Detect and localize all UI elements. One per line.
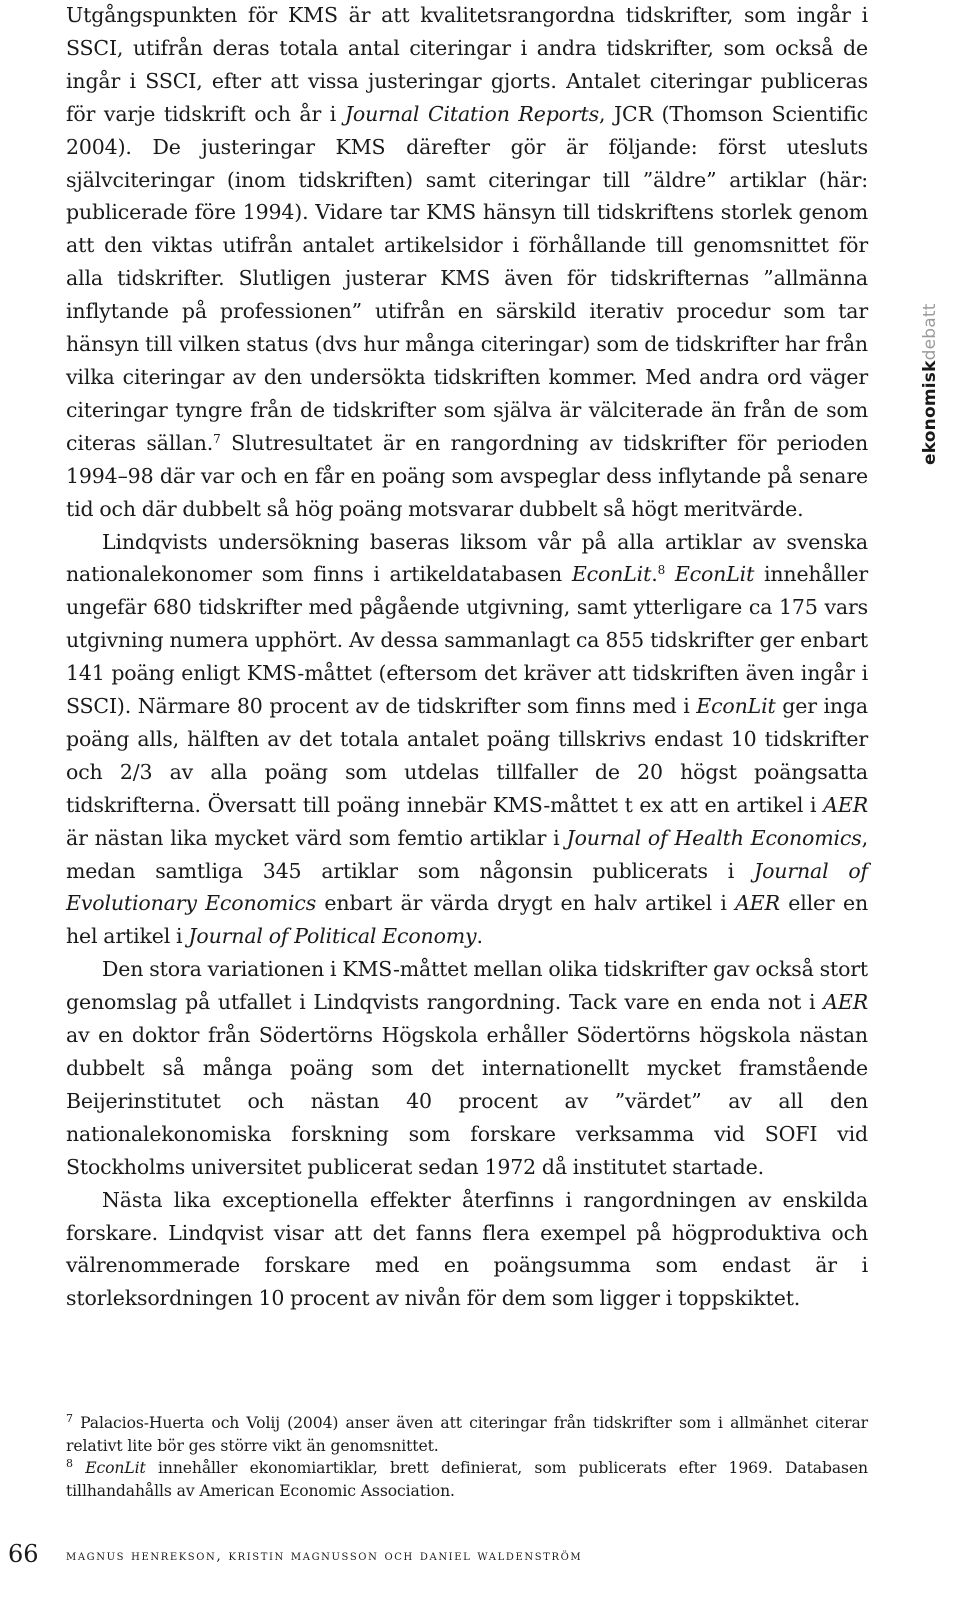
- text-run: Nästa lika exceptionella effekter återfinns i rangordningen av enskilda forskare. Lindqvist visar att det fanns flera exempel på högproduktiva och välrenommerade forskare med en poängsumma som endast är i storleksordningen 10 procent av nivån för dem som ligger i toppskiktet.: [66, 1187, 868, 1311]
- italic-title: EconLit: [674, 562, 755, 587]
- text-run: av en doktor från Södertörns Högskola erhåller Södertörns högskola nästan dubbelt så många poäng som det internationellt mycket framstående Beijerinstitutet och nästan 40 procent av ”värdet” av all den nationalekonomiska forskning som forskare verksamma vid SOFI vid Stockholms universitet publicerat sedan 1972 då institutet startade.: [66, 1023, 868, 1179]
- footnote-ref: 7: [66, 1412, 73, 1425]
- text-run: ger inga poäng alls, hälften av det totala antalet poäng tillskrivs endast 10 tidskrifter och 2/3 av alla poäng som utdelas tillfaller de 20 högst poängsatta tidskrifterna. Översatt till poäng innebär KMS-måttet t ex att en artikel i: [66, 694, 869, 817]
- text-run: [73, 1459, 85, 1477]
- footnote-ref: 7: [213, 431, 221, 446]
- running-footer-authors: magnus henrekson, kristin magnusson och daniel waldenström: [66, 1548, 583, 1564]
- side-label-debatt: debatt: [920, 303, 940, 361]
- footnote-7: [66, 1412, 868, 1457]
- footnote-ref: 8: [66, 1457, 73, 1470]
- text-run: innehåller ungefär 680 tidskrifter med pågående utgivning, samt ytterligare ca 175 vars utgivning numera upphört. Av dessa sammanlagt ca 855 tidskrifter ger enbart 141 poäng enligt KMS-måttet (eftersom det kräver att tidskriften även ingår i SSCI). Närmare 80 procent av de tidskrifter som finns med i: [66, 562, 869, 719]
- journal-side-label: [908, 285, 940, 465]
- text-run: , medan samtliga 345 artiklar som någonsin publicerats i: [66, 825, 869, 883]
- text-run: innehåller ekonomiartiklar, brett definierat, som publicerats efter 1969. Databasen tillhandahålls av American Economic Association.: [66, 1459, 869, 1500]
- italic-title: Journal of Health Economics: [566, 825, 862, 850]
- page-number: 66: [8, 1540, 39, 1568]
- article-body: [66, 0, 868, 1315]
- text-run: Utgångspunkten för KMS är att kvalitetsrangordna tidskrifter, som ingår i SSCI, utifrån deras totala antal citeringar i andra tidskrifter, som också de ingår i SSCI, efter att vissa justeringar gjorts. Antalet citeringar publiceras för varje tidskrift och år i: [66, 3, 868, 126]
- paragraph-1: [66, 0, 868, 526]
- text-run: [665, 562, 675, 586]
- side-label-ekonomisk: ekonomisk: [920, 360, 940, 465]
- text-run: Slutresultatet är en rangordning av tidskrifter för perioden 1994–98 där var och en får en poäng som avspeglar dess inflytande på senare tid och där dubbelt så hög poäng motsvarar dubbelt så högt meritvärde.: [66, 430, 868, 521]
- paragraph-4: [66, 1184, 868, 1316]
- italic-title: AER: [823, 990, 868, 1015]
- text-run: Palacios-Huerta och Volij (2004) anser även att citeringar från tidskrifter som i allmänhet citerar relativt lite bör ges större vikt än genomsnittet.: [66, 1414, 868, 1455]
- text-run: Lindqvists undersökning baseras liksom vår på alla artiklar av svenska nationalekonomer som finns i artikeldatabasen: [66, 529, 868, 587]
- text-run: eller en hel artikel i: [66, 891, 868, 949]
- italic-title: EconLit: [696, 694, 776, 719]
- italic-title: AER: [735, 891, 780, 916]
- italic-title: AER: [823, 792, 868, 817]
- text-run: .: [651, 562, 658, 587]
- footnote-ref: 8: [657, 563, 666, 578]
- text-run: , JCR (Thomson Scientific 2004). De justeringar KMS därefter gör är följande: först utesluts självciteringar (inom tidskriften) samt citeringar till ”äldre” artiklar (här: publicerade före 1994). Vidare tar KMS hänsyn till tidskriftens storlek genom att den viktas utifrån antalet artikelsidor i förhållande till genomsnittet för alla tidskrifter. Slutligen justerar KMS även för tidskrifternas ”allmänna inflytande på professionen” utifrån en särskild iterativ procedur som tar hänsyn till vilken status (dvs hur många citeringar) som de tidskrifter har från vilka citeringar av den undersökta tidskriften kommer. Med andra ord väger citeringar tyngre från de tidskrifter som själva är välciterade än från de som citeras sällan.: [66, 101, 868, 455]
- footnote-8: [66, 1457, 868, 1502]
- italic-title: EconLit: [571, 562, 652, 587]
- italic-title: Journal of Political Economy: [188, 924, 477, 949]
- italic-title: EconLit: [85, 1459, 146, 1477]
- text-run: .: [476, 924, 483, 949]
- page-footer: [0, 1538, 960, 1578]
- italic-title: Journal Citation Reports: [344, 101, 599, 126]
- paragraph-2: [66, 526, 868, 954]
- footnotes: [66, 1412, 868, 1502]
- text-run: är nästan lika mycket värd som femtio artiklar i: [66, 825, 567, 850]
- text-run: enbart är värda drygt en halv artikel i: [316, 891, 736, 916]
- text-run: Den stora variationen i KMS-måttet mellan olika tidskrifter gav också stort genomslag på utfallet i Lindqvists rangordning. Tack vare en enda not i: [66, 957, 868, 1015]
- italic-title: Journal of Evolutionary Economics: [66, 858, 868, 916]
- paragraph-3: [66, 953, 868, 1183]
